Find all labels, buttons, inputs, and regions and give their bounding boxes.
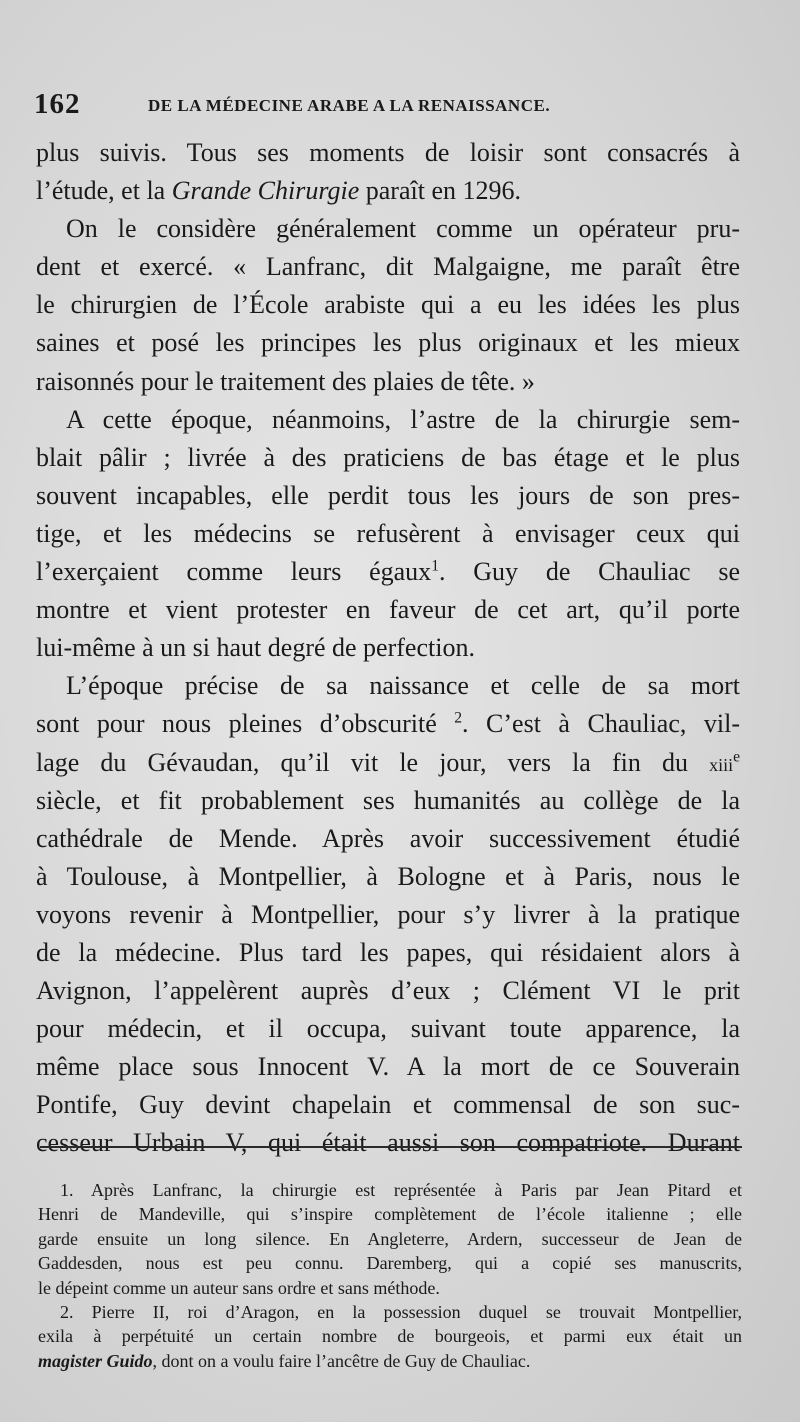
- text-line: l’exerçaient comme leurs égaux$^1$. Guy de Chauliac se: [36, 557, 740, 587]
- text-line: souvent incapables, elle perdit tous les jours de son pres-: [36, 480, 740, 510]
- text-line: lui-même à un si haut degré de perfection.: [36, 633, 475, 663]
- text-line: pour médecin, et il occupa, suivant toute apparence, la: [36, 1014, 740, 1044]
- footnote-line: garde ensuite un long silence. En Angleterre, Ardern, successeur de Jean de: [38, 1228, 742, 1249]
- text-line: voyons revenir à Montpellier, pour s’y livrer à la pratique: [36, 899, 740, 929]
- text-line: montre et vient protester en faveur de cet art, qu’il porte: [36, 595, 740, 625]
- footnote-separator: [40, 1146, 742, 1148]
- text-line: On le considère généralement comme un opérateur pru-: [66, 214, 740, 244]
- book-title: Grande Chirurgie: [171, 176, 360, 206]
- text-line: cathédrale de Mende. Après avoir successivement étudié: [36, 823, 740, 853]
- text-line: cesseur Urbain V, qui était aussi son compatriote. Durant: [36, 1128, 740, 1158]
- text-line: lage du Gévaudan, qu’il vit le jour, vers la fin du xiii$^e$: [36, 747, 740, 777]
- magister-name: magister Guido: [38, 1350, 153, 1371]
- footnote-line: le dépeint comme un auteur sans ordre et sans méthode.: [38, 1277, 440, 1298]
- footnote-line: exila à perpétuité un certain nombre de bourgeois, et parmi eux était un: [38, 1326, 742, 1347]
- text-line: l’étude, et la Grande Chirurgie paraît en 1296.: [36, 176, 521, 206]
- text-line: plus suivis. Tous ses moments de loisir sont consacrés à: [36, 138, 740, 167]
- page-header: [30, 88, 770, 128]
- text-line: blait pâlir ; livrée à des praticiens de bas étage et le plus: [36, 442, 740, 472]
- text-line: saines et posé les principes les plus originaux et les mieux: [36, 328, 740, 358]
- text-line: sont pour nous pleines d’obscurité $^2$. C’est à Chauliac, vil-: [36, 709, 740, 739]
- footnote-line: Gaddesden, nous est peu connu. Daremberg, qui a copié ses manuscrits,: [38, 1253, 742, 1274]
- footnote-ref: 1: [431, 557, 439, 575]
- text-line: Pontife, Guy devint chapelain et commensal de son suc-: [36, 1090, 740, 1120]
- text-line: A cette époque, néanmoins, l’astre de la chirurgie sem-: [66, 404, 740, 434]
- text-line: tige, et les médecins se refusèrent à envisager ceux qui: [36, 518, 740, 548]
- running-title: DE LA MÉDECINE ARABE A LA RENAISSANCE.: [148, 96, 551, 115]
- footnote-line: 1. Après Lanfranc, la chirurgie est représentée à Paris par Jean Pitard et: [60, 1180, 742, 1200]
- footnote-line: Henri de Mandeville, qui s’inspire complètement de l’école italienne ; elle: [38, 1204, 742, 1225]
- footnote-line: 2. Pierre II, roi d’Aragon, en la possession duquel se trouvait Montpellier,: [60, 1301, 742, 1322]
- page-number: 162: [34, 88, 81, 120]
- text-line: dent et exercé. « Lanfranc, dit Malgaigne, me paraît être: [36, 252, 740, 282]
- text-line: même place sous Innocent V. A la mort de ce Souverain: [36, 1052, 740, 1082]
- text-line: le chirurgien de l’École arabiste qui a eu les idées les plus: [36, 290, 740, 320]
- text-line: de la médecine. Plus tard les papes, qui résidaient alors à: [36, 937, 740, 967]
- text-line: L’époque précise de sa naissance et celle de sa mort: [66, 671, 740, 701]
- footnote-line: magister Guido, dont on a voulu faire l’ancêtre de Guy de Chauliac.: [38, 1350, 531, 1371]
- century-numeral: xiii: [709, 754, 734, 775]
- footnotes: [38, 1178, 742, 1373]
- text-line: à Toulouse, à Montpellier, à Bologne et à Paris, nous le: [36, 861, 740, 891]
- text-line: Avignon, l’appelèrent auprès d’eux ; Clément VI le prit: [36, 976, 740, 1006]
- footnote-ref: 2: [454, 709, 463, 727]
- text-line: siècle, et fit probablement ses humanités au collège de la: [36, 785, 740, 815]
- body-text: [36, 134, 740, 1163]
- text-line: raisonnés pour le traitement des plaies de tête. »: [36, 366, 535, 396]
